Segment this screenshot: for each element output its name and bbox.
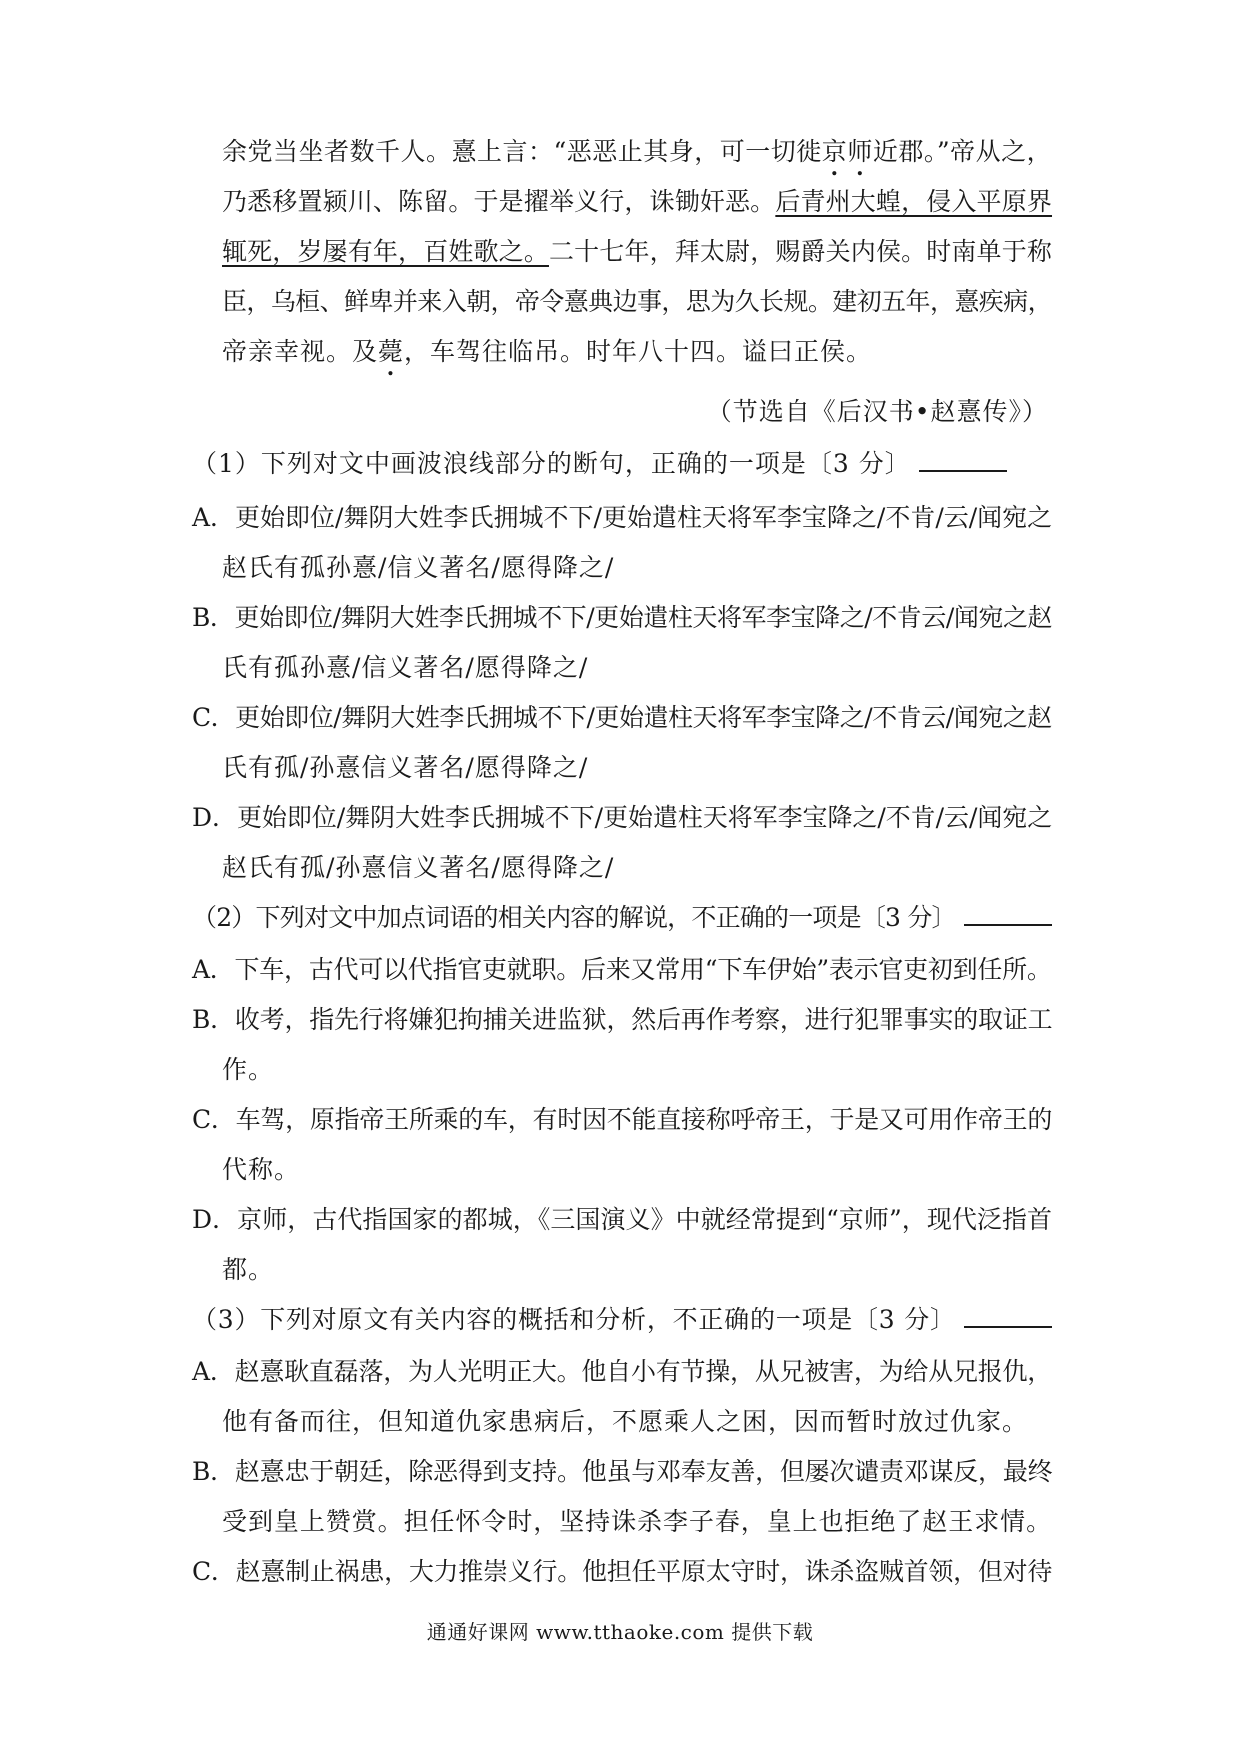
answer-blank: [964, 902, 1052, 926]
q2-option-a: A．下车，古代可以代指官吏就职。后来又常用“下车伊始”表示官吏初到任所。: [192, 955, 1052, 984]
question-1-stem: [192, 448, 1007, 480]
q2-option-c: C．车驾，原指帝王所乘的车，有时因不能直接称呼帝王，于是又可用作帝王的: [192, 1105, 1053, 1134]
answer-blank: [919, 448, 1007, 472]
q3-option-b-cont: 受到皇上赞赏。担任怀令时，坚持诛杀李子春，皇上也拒绝了赵王求情。: [222, 1507, 1053, 1536]
q3-option-b: B．赵憙忠于朝廷，除恶得到支持。他虽与邓奉友善，但屡次谴责邓谋反，最终: [192, 1457, 1053, 1486]
q3-option-a: A．赵憙耿直磊落，为人光明正大。他自小有节操，从兄被害，为给从兄报仇，: [192, 1357, 1053, 1386]
passage-text: 乃悉移置颍川、陈留。于是擢举义行，诛锄奸恶。: [222, 187, 776, 216]
question-text: （2）下列对文中加点词语的相关内容的解说，不正确的一项是〔3 分〕: [192, 903, 956, 932]
q1-option-b: B．更始即位/舞阴大姓李氏拥城不下/更始遣柱天将军李宝降之/不肯云/闻宛之赵: [192, 603, 1053, 632]
q3-option-a-cont: 他有备而往，但知道仇家患病后，不愿乘人之困，因而暂时放过仇家。: [222, 1407, 1029, 1436]
q1-option-d-cont: 赵氏有孤/孙憙信义著名/愿得降之/: [222, 853, 615, 882]
passage-line-3: [222, 236, 1052, 268]
question-3-stem: [192, 1304, 1052, 1336]
answer-blank: [964, 1304, 1052, 1328]
q2-option-b: B．收考，指先行将嫌犯拘捕关进监狱，然后再作考察，进行犯罪事实的取证工: [192, 1005, 1053, 1034]
question-text: （1）下列对文中画波浪线部分的断句，正确的一项是〔3 分〕: [192, 449, 911, 478]
q1-option-a: A．更始即位/舞阴大姓李氏拥城不下/更始遣柱天将军李宝降之/不肯/云/闻宛之: [192, 503, 1053, 532]
passage-line-5: [222, 336, 872, 368]
q3-option-c: C．赵憙制止祸患，大力推崇义行。他担任平原太守时，诛杀盗贼首领，但对待: [192, 1557, 1053, 1586]
passage-line-4: [222, 286, 1052, 318]
q2-option-c-cont: 代称。: [222, 1155, 301, 1184]
emphasis-dotted-char: 薨: [378, 337, 405, 366]
emphasis-dotted-char: 京: [821, 137, 848, 166]
passage-text: ，车驾往临吊。时年八十四。谥曰正侯。: [404, 337, 873, 366]
passage-line-2: [222, 186, 1052, 218]
page-footer: 通通好课网 www.tthaoke.com 提供下载: [426, 1620, 814, 1644]
passage-line-1: [222, 136, 1052, 168]
underlined-text: 后青州大蝗，侵入平原界: [775, 187, 1053, 216]
passage-text: 余党当坐者数千人。憙上言：“恶恶止其身，可一切徙: [222, 137, 822, 166]
q1-option-c: C．更始即位/舞阴大姓李氏拥城不下/更始遣柱天将军李宝降之/不肯云/闻宛之赵: [192, 703, 1052, 732]
q2-option-d: D．京师，古代指国家的都城，《三国演义》中就经常提到“京师”，现代泛指首: [192, 1205, 1053, 1234]
question-text: （3）下列对原文有关内容的概括和分析，不正确的一项是〔3 分〕: [192, 1305, 956, 1334]
q2-option-b-cont: 作。: [222, 1055, 275, 1084]
passage-text: 二十七年，拜太尉，赐爵关内侯。时南单于称: [548, 237, 1053, 266]
passage-text: 近郡。”帝从之，: [872, 137, 1053, 166]
q1-option-d: D．更始即位/舞阴大姓李氏拥城不下/更始遣柱天将军李宝降之/不肯/云/闻宛之: [192, 803, 1053, 832]
underlined-text: 辄死，岁屡有年，百姓歌之。: [222, 237, 549, 266]
q1-option-b-cont: 氏有孤孙憙/信义著名/愿得降之/: [222, 653, 589, 682]
passage-source: （节选自《后汉书•赵憙传》）: [706, 397, 1048, 426]
passage-text: 帝亲幸视。及: [222, 337, 379, 366]
q1-option-a-cont: 赵氏有孤孙憙/信义著名/愿得降之/: [222, 553, 615, 582]
passage-text: 臣，乌桓、鲜卑并来入朝，帝令憙典边事，思为久长规。建初五年，憙疾病，: [222, 287, 1053, 316]
emphasis-dotted-char: 师: [847, 137, 873, 166]
q1-option-c-cont: 氏有孤/孙憙信义著名/愿得降之/: [222, 753, 589, 782]
q2-option-d-cont: 都。: [222, 1255, 275, 1284]
question-2-stem: [192, 902, 1052, 934]
